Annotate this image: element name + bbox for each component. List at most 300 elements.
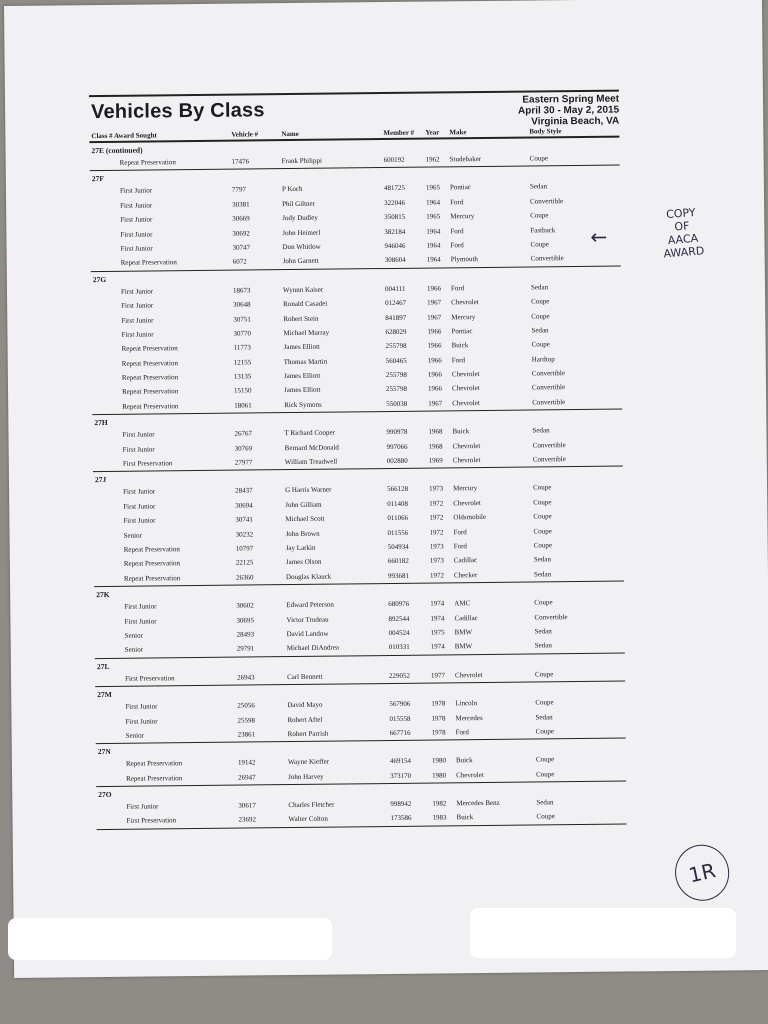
class-group (91, 269, 622, 415)
owner-name: G Harris Warner (285, 486, 332, 495)
owner-name: James Elliott (283, 371, 321, 381)
year: 1966 (427, 370, 442, 379)
body-style: Coupe (535, 755, 555, 764)
make: Lincoln (455, 699, 478, 708)
owner-name: Phil Giltner (282, 199, 316, 208)
year: 1982 (432, 799, 447, 808)
member-number: 015558 (389, 714, 411, 723)
col-body-style: Body Style (529, 127, 562, 136)
vehicle-number: 30617 (238, 801, 256, 810)
owner-name: James Olson (285, 558, 322, 567)
make: Plymouth (450, 255, 478, 264)
award-sought: First Junior (121, 330, 154, 339)
member-number: 560465 (385, 356, 407, 365)
award-sought: First Junior (120, 287, 154, 296)
vehicle-number: 26767 (234, 429, 253, 438)
award-sought: Senior (125, 731, 144, 740)
year: 1974 (430, 613, 445, 623)
body-style: Coupe (533, 526, 552, 536)
award-sought: First Junior (123, 502, 156, 511)
year: 1964 (426, 198, 441, 207)
make: BMW (454, 642, 473, 651)
make: Ford (453, 527, 467, 536)
owner-name: Douglas Klauck (285, 572, 332, 581)
make: Chevrolet (453, 498, 481, 508)
member-number: 382184 (384, 227, 406, 236)
year: 1972 (429, 528, 444, 537)
owner-name: William Treadwell (284, 457, 338, 467)
award-sought: First Junior (120, 215, 153, 224)
year: 1965 (425, 183, 440, 192)
year: 1962 (425, 155, 440, 164)
make: Ford (450, 283, 465, 293)
year: 1977 (430, 671, 446, 680)
vehicle-number: 7797 (231, 185, 246, 195)
body-style: Coupe (533, 512, 552, 521)
owner-name: Rick Symons (284, 400, 322, 409)
member-number: 010331 (388, 643, 410, 652)
member-number: 667716 (389, 728, 411, 737)
member-number: 255798 (385, 385, 408, 394)
body-style: Coupe (534, 670, 554, 679)
class-group (96, 785, 626, 830)
year: 1972 (429, 499, 444, 508)
make: Ford (455, 728, 469, 737)
body-style: Sedan (532, 426, 550, 435)
make: Buick (451, 341, 469, 350)
make: Buick (456, 813, 474, 822)
member-number: 002880 (386, 456, 408, 466)
member-number: 373170 (390, 771, 412, 780)
vehicle-number: 30669 (232, 214, 250, 223)
body-style: Convertible (530, 254, 564, 263)
class-name: 27M (97, 690, 112, 700)
class-name: 27L (96, 661, 110, 671)
year: 1973 (429, 556, 444, 565)
vehicle-number: 29791 (236, 644, 255, 653)
year: 1967 (427, 298, 442, 307)
award-sought: First Junior (120, 244, 153, 253)
class-groups (89, 141, 626, 830)
class-group (95, 656, 625, 687)
make: Ford (450, 226, 464, 235)
year: 1972 (429, 571, 445, 580)
year: 1964 (426, 255, 441, 264)
make: Chevrolet (452, 398, 480, 408)
member-number: 255798 (385, 370, 407, 380)
member-number: 469154 (389, 757, 411, 766)
make: Ford (453, 542, 467, 551)
class-name: 27N (97, 747, 111, 757)
event-name: Eastern Spring Meet (522, 93, 620, 106)
year: 1966 (427, 327, 442, 336)
note-line: OF (673, 219, 690, 234)
body-style: Convertible (532, 398, 566, 407)
member-number: 892544 (388, 614, 410, 623)
award-sought: First Junior (121, 301, 154, 310)
body-style: Coupe (533, 541, 553, 550)
make: Mercedes Benz (456, 798, 500, 808)
vehicle-number: 30741 (235, 515, 253, 524)
award-sought: Repeat Preservation (122, 402, 179, 411)
award-sought: First Junior (122, 430, 155, 440)
year: 1966 (426, 284, 442, 293)
owner-name: John Harvey (288, 772, 324, 781)
class-name: 27H (94, 418, 108, 428)
body-style: Sedan (533, 570, 552, 579)
member-number: 322046 (384, 198, 406, 207)
make: Buick (452, 427, 470, 436)
body-style: Sedan (530, 283, 549, 292)
vehicles-by-class-report (89, 90, 627, 830)
year: 1983 (432, 813, 447, 823)
year: 1964 (426, 227, 441, 236)
member-number: 229052 (388, 671, 411, 680)
make: Chevrolet (451, 384, 480, 393)
col-make: Make (449, 128, 467, 137)
year: 1973 (429, 484, 444, 493)
class-group (92, 413, 623, 473)
owner-name: Wayne Kieffer (287, 757, 330, 767)
class-group (96, 742, 626, 787)
vehicle-number: 30692 (232, 229, 250, 238)
owner-name: Charles Fletcher (288, 800, 335, 810)
make: Chevrolet (452, 441, 481, 450)
vehicle-number: 18673 (232, 286, 251, 295)
year: 1969 (428, 456, 443, 465)
member-number: 567906 (389, 699, 411, 709)
body-style: Convertible (532, 455, 566, 464)
arrow-left-icon: ← (590, 224, 608, 249)
member-number: 504934 (387, 542, 409, 551)
make: Chevrolet (456, 770, 484, 779)
make: Oldsmobile (453, 513, 487, 522)
vehicle-number: 30694 (235, 501, 253, 510)
year: 1975 (430, 628, 445, 637)
body-style: Coupe (536, 769, 555, 779)
owner-name: John Brown (285, 529, 320, 538)
year: 1980 (431, 756, 446, 765)
vehicle-number: 30602 (236, 601, 254, 610)
make: Chevrolet (454, 670, 483, 680)
vehicle-number: 25598 (237, 715, 256, 725)
body-style: Coupe (533, 483, 552, 492)
award-sought: Repeat Preservation (122, 387, 179, 397)
year: 1972 (429, 513, 444, 522)
class-name: 27O (98, 789, 112, 800)
year: 1974 (430, 599, 445, 608)
vehicle-number: 18061 (234, 401, 252, 410)
body-style: Convertible (530, 196, 564, 206)
owner-name: John Garnett (282, 257, 319, 266)
member-number: 173586 (390, 814, 412, 823)
circled-initials: 1R (670, 840, 735, 906)
member-number: 004524 (388, 628, 410, 637)
col-year: Year (425, 128, 440, 137)
award-sought: Repeat Preservation (121, 358, 178, 368)
event-info (518, 94, 620, 128)
owner-name: Ronald Casadei (283, 299, 328, 309)
body-style: Coupe (534, 598, 553, 607)
owner-name: Robert Aftel (287, 715, 323, 724)
owner-name: James Elliott (283, 343, 320, 352)
owner-name: Victor Trudeau (286, 615, 329, 624)
body-style: Coupe (535, 698, 554, 707)
owner-name: Robert Stein (283, 314, 319, 323)
vehicle-number: 30751 (233, 314, 251, 324)
vehicle-number: 30695 (236, 615, 254, 625)
make: Mercury (453, 484, 478, 493)
make: Ford (450, 197, 464, 207)
body-style: Sedan (534, 627, 552, 636)
owner-name: Frank Philippi (281, 156, 322, 166)
vehicle-number: 10797 (235, 544, 254, 553)
award-sought: Senior (123, 531, 142, 540)
award-sought: Repeat Preservation (121, 373, 179, 382)
year: 1964 (426, 241, 441, 250)
body-style: Sedan (536, 798, 554, 807)
award-sought: Repeat Preservation (120, 258, 177, 268)
vehicle-number: 19142 (237, 758, 256, 767)
class-name: 27G (92, 274, 107, 284)
award-sought: First Junior (121, 315, 154, 325)
member-number: 011066 (387, 513, 409, 523)
member-number: 990978 (386, 428, 408, 437)
make: Ford (450, 241, 464, 250)
award-sought: First Junior (124, 616, 157, 626)
owner-name: Michael Murray (283, 328, 330, 337)
year: 1966 (427, 384, 443, 394)
award-sought: First Preservation (125, 673, 175, 683)
award-sought: First Junior (122, 445, 155, 454)
award-sought: First Preservation (126, 816, 177, 826)
class-name: 27F (91, 174, 104, 184)
body-style: Fastback (530, 225, 556, 235)
year: 1967 (428, 399, 443, 408)
award-sought: First Junior (120, 230, 153, 239)
owner-name: Robert Parrish (287, 729, 329, 738)
vehicle-number: 30648 (233, 300, 251, 309)
body-style: Coupe (533, 498, 552, 507)
body-style: Coupe (531, 340, 550, 349)
body-style: Coupe (529, 154, 548, 163)
vehicle-number: 27977 (234, 458, 253, 467)
award-sought: Repeat Preservation (126, 773, 183, 783)
body-style: Sedan (534, 641, 552, 650)
year: 1965 (426, 212, 441, 221)
award-sought: Repeat Preservation (119, 158, 176, 167)
note-line: AACA (667, 231, 699, 248)
body-style: Coupe (536, 812, 555, 821)
award-sought: First Junior (125, 716, 158, 726)
member-number: 011556 (387, 528, 409, 537)
year: 1966 (427, 356, 442, 365)
make: Cadillac (453, 556, 478, 565)
member-number: 350815 (384, 212, 406, 222)
vehicle-number: 23861 (237, 730, 256, 739)
body-style: Coupe (530, 211, 549, 220)
vehicle-number: 30770 (233, 329, 251, 338)
member-number: 998942 (390, 799, 412, 809)
year: 1980 (432, 771, 447, 780)
vehicle-number: 17476 (231, 157, 250, 166)
member-number: 550038 (386, 399, 408, 408)
owner-name: P Koch (281, 185, 303, 194)
make: Checker (453, 570, 478, 580)
report-header (89, 90, 619, 130)
vehicle-number: 28493 (236, 630, 255, 639)
award-sought: Repeat Preservation (125, 759, 183, 769)
year: 1978 (431, 713, 446, 723)
member-number: 255798 (385, 342, 407, 351)
vehicle-number: 12155 (233, 358, 252, 367)
make: Studebaker (449, 155, 482, 164)
award-sought: First Junior (123, 516, 156, 525)
vehicle-number: 26360 (235, 573, 254, 582)
vehicle-number: 30381 (232, 200, 250, 209)
owner-name: John Gilliam (285, 500, 322, 509)
body-style: Sedan (531, 326, 549, 335)
owner-name: Bernard McDonald (284, 443, 339, 452)
year: 1978 (431, 728, 446, 737)
owner-name: James Elliott (284, 386, 321, 395)
class-group (95, 685, 626, 745)
make: Cadillac (454, 613, 478, 622)
year: 1968 (428, 427, 443, 436)
owner-name: Walter Colton (288, 815, 328, 824)
member-number: 997066 (386, 442, 408, 451)
vehicle-number: 30769 (234, 444, 253, 453)
member-number: 011408 (387, 499, 409, 508)
make: Mercury (450, 212, 475, 221)
award-sought: First Junior (126, 802, 159, 811)
class-group (89, 141, 619, 172)
note-line: AWARD (663, 244, 705, 261)
body-style: Coupe (531, 297, 550, 306)
paper-sheet (4, 0, 768, 978)
owner-name: David Landow (286, 629, 329, 639)
award-sought: Senior (124, 631, 143, 640)
make: Pontiac (451, 327, 473, 336)
member-number: 600192 (383, 155, 405, 165)
owner-name: Michael DiAndrea (286, 643, 340, 653)
body-style: Sedan (533, 555, 551, 564)
report-title: Vehicles By Class (91, 99, 265, 124)
make: Chevrolet (451, 370, 480, 379)
class-group (93, 470, 624, 587)
class-group (94, 585, 625, 659)
body-style: Hardtop (531, 354, 555, 364)
owner-name: Jay Larkin (285, 543, 316, 553)
member-number: 680976 (388, 599, 410, 609)
year: 1968 (428, 442, 443, 451)
award-sought: First Junior (123, 487, 156, 497)
col-vehicle: Vehicle # (231, 130, 259, 139)
owner-name: David Mayo (287, 700, 323, 710)
owner-name: Edward Peterson (286, 600, 334, 610)
award-sought: First Junior (124, 602, 157, 611)
body-style: Convertible (531, 383, 566, 392)
body-style: Coupe (535, 727, 554, 736)
body-style: Convertible (532, 440, 566, 450)
body-style: Coupe (531, 311, 550, 321)
col-member: Member # (383, 128, 415, 138)
member-number: 012467 (385, 298, 407, 308)
col-class-award: Class # Award Sought (91, 131, 157, 141)
make: Mercury (451, 312, 476, 321)
year: 1973 (429, 542, 444, 551)
member-number: 004111 (384, 284, 406, 293)
year: 1967 (427, 312, 442, 322)
member-number: 308604 (384, 256, 406, 265)
year: 1974 (430, 642, 445, 651)
class-name: 27J (94, 475, 107, 485)
owner-name: T Richard Cooper (284, 428, 335, 438)
vehicle-number: 11773 (233, 343, 251, 352)
vehicle-number: 26947 (238, 773, 256, 782)
owner-name: John Heimerl (282, 228, 321, 237)
owner-name: Michael Scott (285, 514, 325, 524)
owner-name: Wynnn Kaiser (282, 285, 324, 294)
member-number: 841897 (385, 313, 407, 322)
make: Mercedes (455, 713, 483, 722)
make: BMW (454, 628, 473, 637)
make: Pontiac (449, 183, 471, 192)
award-sought: First Junior (125, 702, 158, 711)
owner-name: Jody Dudley (282, 213, 318, 223)
member-number: 566128 (387, 485, 409, 494)
redaction-box-left (8, 918, 332, 960)
owner-name: Carl Bennett (286, 672, 323, 681)
award-sought: First Preservation (122, 459, 173, 468)
body-style: Convertible (531, 369, 565, 378)
owner-name: Thomas Martin (283, 357, 328, 366)
redaction-box-right (470, 908, 736, 958)
member-number: 993681 (387, 571, 410, 580)
make: Chevrolet (452, 456, 481, 465)
member-number: 660182 (387, 557, 409, 566)
vehicle-number: 30747 (232, 243, 251, 252)
body-style: Sedan (529, 182, 548, 191)
class-name: 27E (continued) (91, 145, 143, 156)
event-location: Virginia Beach, VA (531, 115, 620, 128)
vehicle-number: 28437 (235, 486, 253, 496)
vehicle-number: 22125 (235, 558, 254, 567)
award-sought: Repeat Preservation (123, 559, 181, 569)
award-sought: Repeat Preservation (123, 545, 180, 554)
make: Ford (451, 355, 466, 365)
vehicle-number: 23692 (238, 815, 257, 825)
make: Chevrolet (451, 298, 479, 307)
award-sought: Repeat Preservation (121, 344, 178, 354)
make: AMC (454, 599, 471, 608)
body-style: Convertible (534, 612, 568, 622)
make: Buick (455, 756, 473, 765)
class-name: 27K (96, 590, 110, 600)
vehicle-number: 25056 (237, 701, 255, 710)
member-number: 628029 (385, 327, 407, 336)
vehicle-number: 30232 (235, 530, 254, 539)
class-group (90, 169, 621, 272)
handwritten-note (650, 205, 714, 262)
event-dates: April 30 - May 2, 2015 (517, 104, 620, 117)
vehicle-number: 6072 (232, 257, 247, 266)
col-name: Name (281, 129, 299, 139)
award-sought: First Junior (119, 186, 153, 196)
body-style: Sedan (535, 712, 553, 721)
note-line: COPY (665, 205, 697, 222)
vehicle-number: 26943 (237, 673, 255, 682)
